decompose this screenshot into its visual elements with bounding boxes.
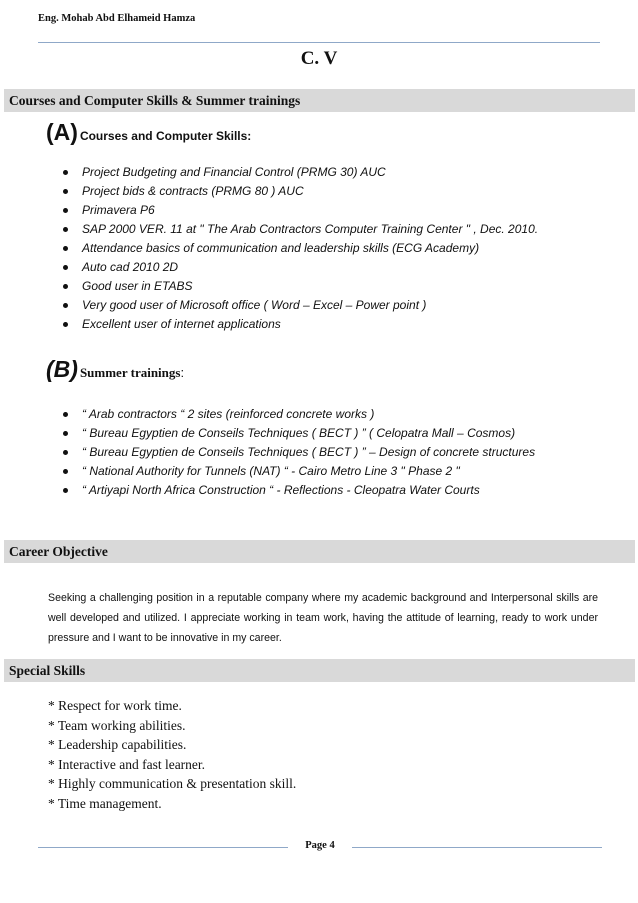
section-heading-objective: Career Objective: [4, 540, 635, 563]
subheading-summer-trainings: [46, 356, 184, 383]
subheading-courses-computer-skills: [46, 119, 251, 146]
list-item: * Team working abilities.: [48, 717, 186, 733]
list-item: Auto cad 2010 2D: [62, 258, 538, 277]
page-number: Page 4: [305, 840, 335, 851]
list-item: * Respect for work time.: [48, 698, 182, 713]
subheading-title-b: Summer trainings: [79, 365, 181, 380]
special-skills-list: [48, 696, 296, 813]
list-item: Project Budgeting and Financial Control (PRMG 30) AUC: [62, 163, 538, 182]
list-item: “ Bureau Egyptien de Conseils Techniques ( BECT ) ” ( Celopatra Mall – Cosmos): [62, 424, 535, 443]
footer-divider-left: [38, 847, 288, 848]
section-heading-special-skills: Special Skills: [4, 659, 635, 682]
subheading-colon-b: :: [180, 365, 185, 380]
courses-list: [62, 163, 538, 334]
header-divider: [38, 42, 600, 43]
list-item: “ Bureau Egyptien de Conseils Techniques ( BECT ) ” – Design of concrete structures: [62, 443, 535, 462]
subheading-letter-b: (B): [46, 356, 78, 382]
section-heading-courses: Courses and Computer Skills & Summer trainings: [4, 89, 635, 112]
list-item: Very good user of Microsoft office ( Word – Excel – Power point ): [62, 296, 538, 315]
list-item: “ National Authority for Tunnels (NAT) “ - Cairo Metro Line 3 " Phase 2 ": [62, 462, 535, 481]
list-item: Good user in ETABS: [62, 277, 538, 296]
trainings-list: [62, 405, 535, 500]
list-item: Excellent user of internet applications: [62, 315, 538, 334]
list-item: * Highly communication & presentation skill.: [48, 776, 297, 791]
footer-divider-right: [352, 847, 602, 848]
list-item: Project bids & contracts (PRMG 80 ) AUC: [62, 182, 538, 201]
list-item: * Leadership capabilities.: [48, 737, 187, 752]
list-item: * Time management.: [48, 795, 162, 811]
subheading-title-a: Courses and Computer Skills:: [79, 129, 252, 143]
list-item: SAP 2000 VER. 11 at " The Arab Contractors Computer Training Center " , Dec. 2010.: [62, 220, 538, 239]
list-item: “ Artiyapi North Africa Construction “ - Reflections - Cleopatra Water Courts: [62, 481, 535, 500]
list-item: “ Arab contractors “ 2 sites (reinforced concrete works ): [62, 405, 535, 424]
subheading-letter-a: (A): [46, 119, 78, 145]
objective-paragraph: Seeking a challenging position in a reputable company where my academic background and Interpersonal skills are well developed and utilized. I appreciate working in team work, having the attitude of learning, ready to work under pressure and I want to be innovative in my career.: [48, 592, 598, 644]
header-author: Eng. Mohab Abd Elhameid Hamza: [38, 13, 196, 24]
list-item: Attendance basics of communication and leadership skills (ECG Academy): [62, 239, 538, 258]
list-item: Primavera P6: [62, 201, 538, 220]
list-item: * Interactive and fast learner.: [48, 756, 206, 772]
page-title: C. V: [300, 48, 338, 69]
